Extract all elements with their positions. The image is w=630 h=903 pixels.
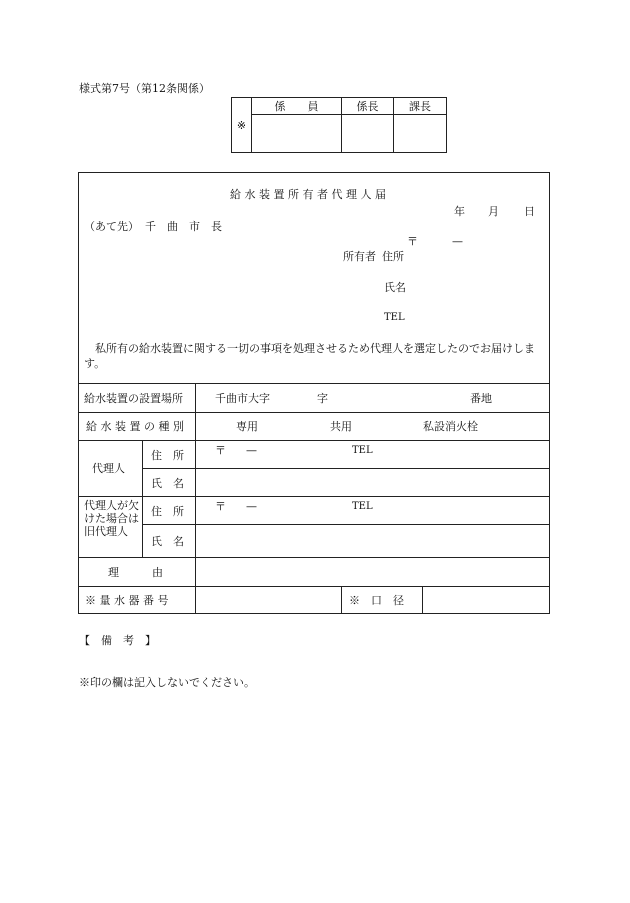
former-agent-name-field[interactable] (197, 526, 548, 556)
diameter-field[interactable] (424, 588, 548, 613)
stamp-cell-manager[interactable] (394, 115, 447, 153)
former-agent-postal-mark: 〒 (215, 500, 226, 513)
stamp-mark: ※ (232, 98, 252, 153)
agent-postal-mark: 〒 (215, 444, 226, 457)
addressee-prefix: （あて先） (84, 220, 139, 233)
agent-postal-dash: — (246, 444, 257, 457)
location-city: 千曲市大字 (215, 392, 270, 405)
stamp-cell-staff[interactable] (252, 115, 342, 153)
type-option-shared[interactable]: 共用 (330, 420, 352, 433)
row-divider (78, 557, 550, 558)
owner-name-label: 氏名 (384, 281, 406, 294)
former-agent-name-label: 氏 名 (151, 535, 184, 548)
row-divider (78, 440, 550, 441)
owner-address-label: 住所 (382, 250, 404, 263)
agent-label: 代理人 (92, 462, 125, 475)
owner-label: 所有者 (343, 250, 376, 263)
owner-tel-label: TEL (384, 312, 405, 323)
owner-postal-dash: — (452, 235, 463, 248)
diameter-label: ※ 口 径 (349, 594, 404, 607)
location-aza: 字 (317, 392, 328, 405)
type-option-hydrant[interactable]: 私設消火栓 (423, 420, 478, 433)
former-agent-postal-dash: — (246, 500, 257, 513)
row-divider (78, 586, 550, 587)
former-agent-tel-label: TEL (352, 501, 373, 512)
type-option-private[interactable]: 専用 (236, 420, 258, 433)
date-year: 年 (454, 205, 465, 218)
reason-field[interactable] (197, 559, 548, 585)
reason-label: 理 由 (108, 566, 163, 579)
date-month: 月 (488, 205, 499, 218)
stamp-header-staff: 係 員 (252, 98, 342, 115)
owner-postal-mark: 〒 (407, 235, 418, 248)
row-divider (78, 496, 550, 497)
column-divider (341, 586, 342, 614)
addressee: 千 曲 市 長 (145, 220, 222, 233)
meter-number-label: ※ 量 水 器 番 号 (85, 594, 169, 607)
column-divider (142, 440, 143, 557)
approval-stamp-box (231, 97, 447, 153)
column-divider (195, 383, 196, 614)
agent-address-label: 住 所 (151, 449, 184, 462)
row-divider (78, 412, 550, 413)
agent-tel-label: TEL (352, 445, 373, 456)
date-day: 日 (524, 205, 535, 218)
body-text: 私所有の給水装置に関する一切の事項を処理させるため代理人を選定したのでお届けします。 (84, 342, 535, 370)
table-top-line (78, 383, 550, 384)
stamp-cell-chief[interactable] (342, 115, 394, 153)
type-label: 給 水 装 置 の 種 別 (86, 420, 184, 433)
row-divider (142, 524, 550, 525)
notes-heading: 【 備 考 】 (79, 634, 156, 647)
stamp-header-chief: 係長 (342, 98, 394, 115)
notes-text: ※印の欄は記入しないでください。 (79, 676, 255, 689)
location-label: 給水装置の設置場所 (84, 392, 183, 405)
row-divider (142, 468, 550, 469)
location-banchi: 番地 (470, 392, 492, 405)
column-divider (422, 586, 423, 614)
stamp-header-manager: 課長 (394, 98, 447, 115)
meter-number-field[interactable] (197, 588, 340, 613)
form-title: 給 水 装 置 所 有 者 代 理 人 届 (230, 188, 386, 201)
form-number: 様式第7号（第12条関係） (79, 82, 210, 95)
former-agent-label: 代理人が欠けた場合は旧代理人 (84, 499, 139, 538)
former-agent-address-label: 住 所 (151, 505, 184, 518)
agent-name-label: 氏 名 (151, 477, 184, 490)
agent-name-field[interactable] (197, 470, 548, 495)
